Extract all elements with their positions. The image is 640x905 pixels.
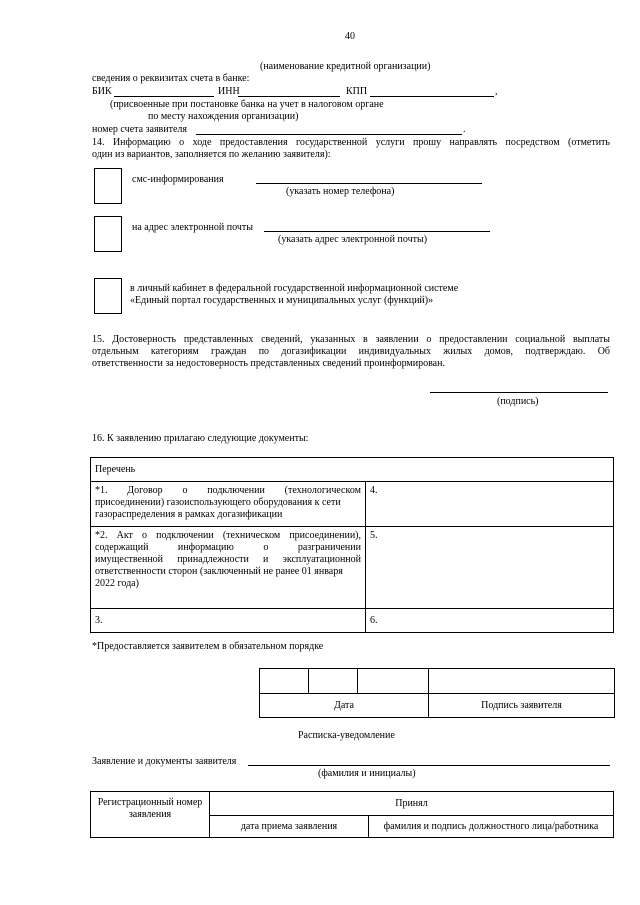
signature-caption: (подпись) — [497, 396, 539, 407]
doc-cell-6[interactable]: 6. — [366, 609, 614, 633]
section15-line1: 15. Достоверность представленных сведений, указанных в заявлении о предоставлении социальной выплаты — [92, 334, 610, 345]
section14-text-line1: 14. Информацию о ходе предоставления государственной услуги прошу направлять посредством (отметить — [92, 137, 610, 148]
doc1-line2: присоединении) газоиспользующего оборудования к сети — [95, 497, 341, 508]
section16-title: 16. К заявлению прилагаю следующие документы: — [92, 433, 309, 444]
doc-cell-1[interactable] — [91, 482, 366, 527]
date-box-year[interactable] — [358, 669, 429, 694]
doc-cell-3[interactable]: 3. — [91, 609, 366, 633]
assigned-note-line2: по месту нахождения организации) — [148, 111, 299, 122]
doc1-line3: газораспределения в рамках догазификации — [95, 509, 283, 520]
signature-field[interactable] — [430, 392, 608, 393]
documents-table — [90, 457, 614, 633]
doc2-line2: содержащий информацию о разграничении — [95, 542, 361, 553]
doc2-line1: *2. Акт о подключении (техническом присоединении), — [95, 530, 361, 541]
date-signature-table — [259, 668, 615, 718]
date-accept-header: дата приема заявления — [210, 816, 369, 838]
date-label: Дата — [260, 694, 429, 718]
receipt-table — [90, 791, 614, 838]
doc2-line4: ответственности сторон (заключенный не ранее 01 января — [95, 566, 343, 577]
applicant-signature-label: Подпись заявителя — [429, 694, 615, 718]
fio-caption: (фамилия и инициалы) — [318, 768, 416, 779]
email-field[interactable] — [264, 231, 490, 232]
portal-checkbox[interactable] — [94, 278, 122, 314]
inn-field[interactable] — [238, 96, 340, 97]
receipt-title: Расписка-уведомление — [298, 730, 395, 741]
account-end: . — [463, 124, 466, 135]
email-hint: (указать адрес электронной почты) — [278, 234, 428, 245]
section14-text-line2: один из вариантов, заполняется по желанию заявителя): — [92, 149, 331, 160]
footnote: *Предоставляется заявителем в обязательном порядке — [92, 641, 324, 652]
account-label: номер счета заявителя — [92, 124, 188, 135]
sms-option-label: смс-информирования — [132, 174, 224, 185]
receipt-docs-label: Заявление и документы заявителя — [92, 756, 237, 767]
date-box-day[interactable] — [260, 669, 309, 694]
email-option-label: на адрес электронной почты — [132, 222, 253, 233]
credit-org-caption: (наименование кредитной организации) — [260, 61, 431, 72]
inn-label: ИНН — [218, 86, 240, 97]
sms-checkbox[interactable] — [94, 168, 122, 204]
phone-hint: (указать номер телефона) — [286, 186, 395, 197]
official-header: фамилия и подпись должностного лица/работника — [369, 816, 614, 838]
date-box-month[interactable] — [309, 669, 358, 694]
bik-label: БИК — [92, 86, 112, 97]
bank-details-label: сведения о реквизитах счета в банке: — [92, 73, 250, 84]
accepted-header: Принял — [210, 792, 614, 816]
kpp-comma: , — [495, 86, 498, 97]
kpp-label: КПП — [346, 86, 368, 97]
doc1-line1: *1. Договор о подключении (технологическом — [95, 485, 361, 496]
phone-field[interactable] — [256, 183, 482, 184]
bik-field[interactable] — [114, 96, 214, 97]
doc2-line5: 2022 года) — [95, 578, 139, 589]
assigned-note-line1: (присвоенные при постановке банка на учет в налоговом органе — [110, 99, 384, 110]
portal-option-label-line1: в личный кабинет в федеральной государственной информационной системе — [130, 283, 459, 294]
doc-cell-5[interactable]: 5. — [366, 527, 614, 609]
portal-option-label-line2: «Единый портал государственных и муниципальных услуг (функций)» — [130, 295, 434, 306]
reg-number-header: Регистрационный номер заявления — [91, 792, 210, 838]
section15-line3: ответственности за недостоверность представленных сведений проинформирован. — [92, 358, 445, 369]
doc2-line3: имущественной принадлежности и эксплуатационной — [95, 554, 361, 565]
kpp-field[interactable] — [370, 96, 494, 97]
doc-cell-4[interactable]: 4. — [366, 482, 614, 527]
section15-line2: отдельным категориям граждан по догазификации индивидуальных жилых домов, подтверждаю. Об — [92, 346, 610, 357]
email-checkbox[interactable] — [94, 216, 122, 252]
page-number: 40 — [345, 31, 355, 42]
documents-table-header: Перечень — [91, 458, 614, 482]
signature-box[interactable] — [429, 669, 615, 694]
applicant-name-field[interactable] — [248, 765, 610, 766]
account-field[interactable] — [196, 134, 462, 135]
doc-cell-2[interactable] — [91, 527, 366, 609]
